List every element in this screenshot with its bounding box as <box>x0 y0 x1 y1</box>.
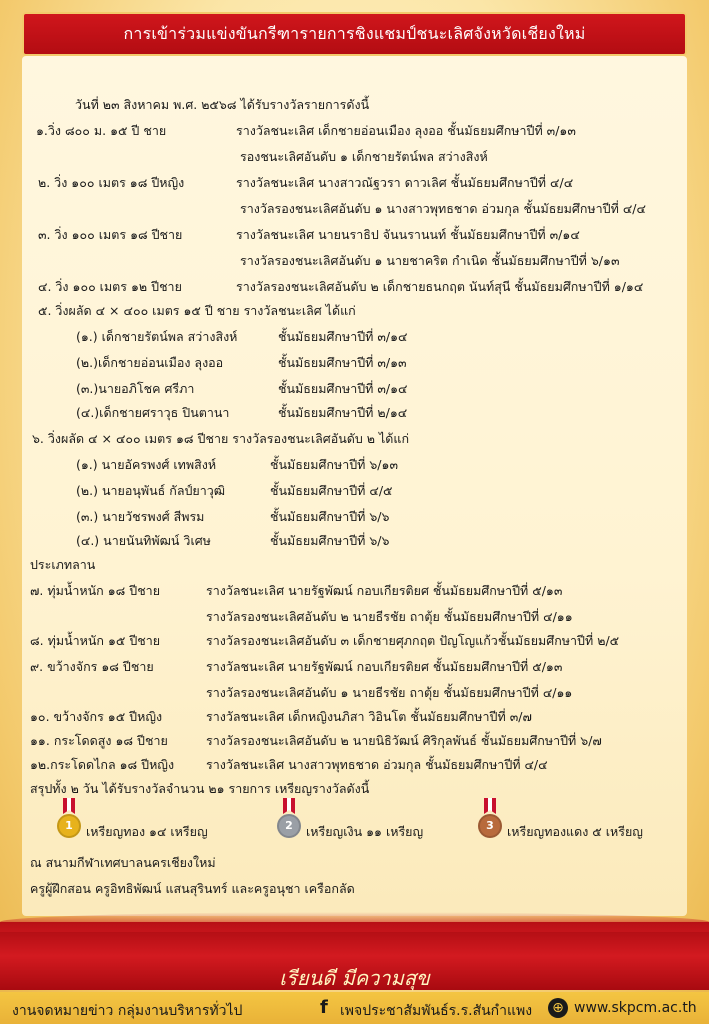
gold-medal-count: เหรียญทอง ๑๔ เหรียญ <box>86 824 208 839</box>
text-line: ชั้นมัธยมศึกษาปีที่ ๖/๑๓ <box>270 457 398 472</box>
text-line: ๔. วิ่ง ๑๐๐ เมตร ๑๒ ปีชาย <box>38 279 182 294</box>
text-line: รางวัลรองชนะเลิศอันดับ ๑ นายธีรชัย ถาตุ้ย ชั้นมัธยมศึกษาปีที่ ๔/๑๑ <box>206 685 573 700</box>
text-line: (๑.) เด็กชายรัตน์พล สว่างสิงห์ <box>76 329 238 344</box>
facebook-icon[interactable]: f <box>320 997 328 1018</box>
globe-icon: ⊕ <box>548 998 568 1018</box>
text-line: รางวัลชนะเลิศ นายนราธิป จันนรานนท์ ชั้นมัธยมศึกษาปีที่ ๓/๑๔ <box>236 227 580 242</box>
text-line: รางวัลชนะเลิศ เด็กหญิงนภิสา วิอินโต ชั้นมัธยมศึกษาปีที่ ๓/๗ <box>206 709 532 724</box>
text-line: ชั้นมัธยมศึกษาปีที่ ๒/๑๔ <box>278 405 408 420</box>
text-line: รางวัลรองชนะเลิศอันดับ ๒ นายธีรชัย ถาตุ้ย ชั้นมัธยมศึกษาปีที่ ๔/๑๑ <box>206 609 573 624</box>
text-line: รางวัลชนะเลิศ นายรัฐพัฒน์ กอบเกียรติยศ ชั้นมัธยมศึกษาปีที่ ๕/๑๓ <box>206 659 563 674</box>
text-line: ๑๐. ขว้างจักร ๑๕ ปีหญิง <box>30 709 163 724</box>
text-line: ชั้นมัธยมศึกษาปีที่ ๓/๑๔ <box>278 381 408 396</box>
text-line: ประเภทลาน <box>30 557 96 572</box>
facebook-page-link[interactable]: เพจประชาสัมพันธ์ร.ร.สันกำแพง <box>340 1003 533 1019</box>
text-line: (๔.)เด็กชายศราวุธ ปินตานา <box>76 405 230 420</box>
text-line: สรุปทั้ง ๒ วัน ได้รับรางวัลจำนวน ๒๑ รายการ เหรียญรางวัลดังนี้ <box>30 781 370 796</box>
text-line: ณ สนามกีฬาเทศบาลนครเชียงใหม่ <box>30 855 216 870</box>
text-line: ๕. วิ่งผลัด ๔ × ๔๐๐ เมตร ๑๕ ปี ชาย รางวัลชนะเลิศ ได้แก่ <box>38 303 356 318</box>
silver-medal-icon: 2 <box>276 798 302 844</box>
school-motto: เรียนดี มีความสุข <box>279 966 430 990</box>
text-line: ๑๑. กระโดดสูง ๑๘ ปีชาย <box>30 733 168 748</box>
text-line: ๖. วิ่งผลัด ๔ × ๔๐๐ เมตร ๑๘ ปีชาย รางวัลรองชนะเลิศอันดับ ๒ ได้แก่ <box>32 431 410 446</box>
text-line: (๒.) นายอนุพันธ์ กัลป์ยาวุฒิ <box>76 483 226 498</box>
text-line: รางวัลรองชนะเลิศอันดับ ๒ เด็กชายธนกฤต นันท์สุนี ชั้นมัธยมศึกษาปีที่ ๑/๑๔ <box>236 279 644 294</box>
title-banner <box>22 12 687 56</box>
text-line: รางวัลชนะเลิศ นางสาวณัฐวรา ดาวเลิศ ชั้นมัธยมศึกษาปีที่ ๔/๔ <box>236 175 574 190</box>
text-line: (๓.)นายอภิโชค ศรีภา <box>76 381 195 396</box>
silver-medal-count: เหรียญเงิน ๑๑ เหรียญ <box>306 824 424 839</box>
text-line: ชั้นมัธยมศึกษาปีที่ ๖/๖ <box>270 509 390 524</box>
text-line: วันที่ ๒๓ สิงหาคม พ.ศ. ๒๕๖๘ ได้รับรางวัลรายการดังนี้ <box>75 97 370 112</box>
text-line: ๑.วิ่ง ๘๐๐ ม. ๑๕ ปี ชาย <box>36 123 167 138</box>
bronze-medal-count: เหรียญทองแดง ๕ เหรียญ <box>507 824 643 839</box>
text-line: (๒.)เด็กชายอ่อนเมือง ลุงออ <box>76 355 224 370</box>
text-line: ๒. วิ่ง ๑๐๐ เมตร ๑๘ ปีหญิง <box>38 175 185 190</box>
text-line: ๓. วิ่ง ๑๐๐ เมตร ๑๘ ปีชาย <box>38 227 183 242</box>
footer-bar <box>0 992 709 1024</box>
newsletter-label: งานจดหมายข่าว กลุ่มงานบริหารทั่วไป <box>12 1003 243 1019</box>
text-line: (๔.) นายนันทิพัฒน์ วิเศษ <box>76 533 211 548</box>
text-line: รางวัลรองชนะเลิศอันดับ ๒ นายนิธิวัฒน์ ศิริกุลพันธ์ ชั้นมัธยมศึกษาปีที่ ๖/๗ <box>206 733 602 748</box>
text-line: รองชนะเลิศอันดับ ๑ เด็กชายรัตน์พล สว่างสิงห์ <box>240 149 488 164</box>
text-line: รางวัลชนะเลิศ นายรัฐพัฒน์ กอบเกียรติยศ ชั้นมัธยมศึกษาปีที่ ๕/๑๓ <box>206 583 563 598</box>
text-line: (๓.) นายวัชรพงศ์ สีพรม <box>76 509 205 524</box>
text-line: ชั้นมัธยมศึกษาปีที่ ๖/๖ <box>270 533 390 548</box>
page-title: การเข้าร่วมแข่งขันกรีฑารายการชิงแชมป์ชนะเลิศจังหวัดเชียงใหม่ <box>123 23 586 43</box>
text-line: (๑.) นายอัครพงศ์ เทพสิงห์ <box>76 457 217 472</box>
text-line: ชั้นมัธยมศึกษาปีที่ ๓/๑๔ <box>278 329 408 344</box>
text-line: รางวัลชนะเลิศ นางสาวพุทธชาด อ่วมกุล ชั้นมัธยมศึกษาปีที่ ๔/๔ <box>206 757 548 772</box>
text-line: รางวัลชนะเลิศ เด็กชายอ่อนเมือง ลุงออ ชั้นมัธยมศึกษาปีที่ ๓/๑๓ <box>236 123 576 138</box>
text-line: ชั้นมัธยมศึกษาปีที่ ๔/๕ <box>270 483 393 498</box>
text-line: ๑๒.กระโดดไกล ๑๘ ปีหญิง <box>30 757 175 772</box>
website-link[interactable]: www.skpcm.ac.th <box>574 1000 697 1016</box>
text-line: ชั้นมัธยมศึกษาปีที่ ๓/๑๓ <box>278 355 407 370</box>
text-line: ๘. ทุ่มน้ำหนัก ๑๕ ปีชาย <box>30 633 161 648</box>
medal-summary <box>0 798 709 848</box>
text-line: ครูผู้ฝึกสอน ครูอิทธิพัฒน์ แสนสุรินทร์ และครูอนุชา เครือกลัด <box>30 881 355 896</box>
text-line: รางวัลรองชนะเลิศอันดับ ๑ นายชาคริต กำเนิด ชั้นมัธยมศึกษาปีที่ ๖/๑๓ <box>240 253 620 268</box>
bronze-medal-icon: 3 <box>477 798 503 844</box>
text-line: รางวัลรองชนะเลิศอันดับ ๓ เด็กชายศุภกฤต ปัญโญแก้วชั้นมัธยมศึกษาปีที่ ๒/๕ <box>206 633 620 648</box>
text-line: ๗. ทุ่มน้ำหนัก ๑๘ ปีชาย <box>30 583 161 598</box>
text-line: ๙. ขว้างจักร ๑๘ ปีชาย <box>30 659 154 674</box>
text-line: รางวัลรองชนะเลิศอันดับ ๑ นางสาวพุทธชาด อ่วมกุล ชั้นมัธยมศึกษาปีที่ ๔/๔ <box>240 201 646 216</box>
gold-medal-icon: 1 <box>56 798 82 844</box>
